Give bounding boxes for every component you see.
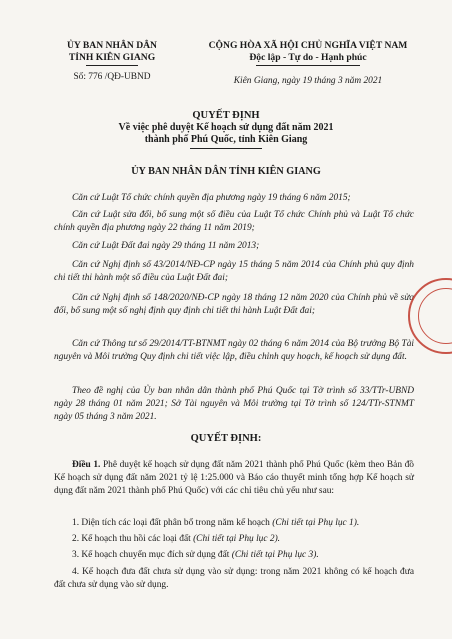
item-3-ref: (Chi tiết tại Phụ lục 3). xyxy=(231,550,319,560)
agency-name-line2: TỈNH KIÊN GIANG xyxy=(68,52,156,63)
item-3-main: 3. Kế hoạch chuyển mục đích sử dụng đất xyxy=(72,550,232,560)
official-seal xyxy=(408,278,452,354)
article-1-item-3 xyxy=(54,549,414,562)
place-date: Kiên Giang, ngày 19 tháng 3 năm 2021 xyxy=(233,76,383,86)
article-1-item-2 xyxy=(54,533,414,546)
seal-inner-ring xyxy=(418,288,452,344)
article-1 xyxy=(54,459,414,498)
national-motto: Độc lập - Tự do - Hạnh phúc xyxy=(249,52,367,63)
document-number: Số: 776 /QĐ-UBND xyxy=(73,72,151,82)
decision-heading: QUYẾT ĐỊNH: xyxy=(190,433,262,444)
legal-basis-3: Căn cứ Luật Đất đai ngày 29 tháng 11 năm 2013; xyxy=(72,241,260,251)
legal-basis-5: Căn cứ Nghị định số 148/2020/NĐ-CP ngày 18 tháng 12 năm 2020 của Chính phủ về sửa đổi, bổ sung một số nghị định quy định chi tiết thi hành Luật Đất đai; xyxy=(54,293,414,316)
legal-basis-1: Căn cứ Luật Tổ chức chính quyền địa phương ngày 19 tháng 6 năm 2015; xyxy=(72,193,351,203)
item-2-main: 2. Kế hoạch thu hồi các loại đất xyxy=(72,534,194,544)
article-1-item-1 xyxy=(54,517,414,530)
legal-basis-4: Căn cứ Nghị định số 43/2014/NĐ-CP ngày 15 tháng 5 năm 2014 của Chính phủ quy định chi tiết thi hành một số điều của Luật Đất đai; xyxy=(54,260,414,283)
decision-subject-line1: Về việc phê duyệt Kế hoạch sử dụng đất năm 2021 xyxy=(118,122,334,133)
article-1-item-4 xyxy=(54,566,414,592)
title-underline xyxy=(190,148,262,149)
item-2-ref: (Chi tiết tại Phụ lục 2). xyxy=(193,534,281,544)
agency-underline xyxy=(86,65,138,66)
issuing-authority: ỦY BAN NHÂN DÂN TỈNH KIÊN GIANG xyxy=(131,166,321,177)
article-1-text: Phê duyệt kế hoạch sử dụng đất năm 2021 thành phố Phú Quốc (kèm theo Bản đồ Kế hoạch sử dụng đất năm 2021 tỷ lệ 1:25.000 và Báo cáo thuyết minh tổng hợp Kế hoạch sử dụng đất năm 2021 thành phố Phú Quốc) với các chỉ tiêu chủ yếu như sau: xyxy=(54,460,414,496)
legal-basis-2: Căn cứ Luật sửa đổi, bổ sung một số điều của Luật Tổ chức Chính phủ và Luật Tổ chức chính quyền địa phương ngày 22 tháng 11 năm 2019; xyxy=(54,210,414,233)
agency-name-line1: ỦY BAN NHÂN DÂN xyxy=(67,40,157,51)
legal-basis-6: Căn cứ Thông tư số 29/2014/TT-BTNMT ngày 02 tháng 6 năm 2014 của Bộ trưởng Bộ Tài nguyên và Môi trường Quy định chi tiết việc lập, điều chỉnh quy hoạch, kế hoạch sử dụng đất. xyxy=(54,339,414,362)
legal-basis-7: Theo đề nghị của Ủy ban nhân dân thành phố Phú Quốc tại Tờ trình số 33/TTr-UBND ngày 28 tháng 01 năm 2021; Sở Tài nguyên và Môi trường tại Tờ trình số 124/TTr-STNMT ngày 05 tháng 3 năm 2021. xyxy=(54,386,414,422)
item-4-main: 4. Kế hoạch đưa đất chưa sử dụng vào sử dụng: trong năm 2021 không có kế hoạch đưa đất chưa sử dụng vào sử dụng. xyxy=(54,567,414,590)
decision-subject-line2: thành phố Phú Quốc, tỉnh Kiên Giang xyxy=(144,134,308,145)
decision-title: QUYẾT ĐỊNH xyxy=(192,110,260,121)
item-1-ref: (Chi tiết tại Phụ lục 1). xyxy=(272,518,360,528)
item-1-main: 1. Diện tích các loại đất phân bổ trong năm kế hoạch xyxy=(72,518,273,528)
national-title: CỘNG HÒA XÃ HỘI CHỦ NGHĨA VIỆT NAM xyxy=(208,40,408,51)
article-1-label: Điều 1. xyxy=(72,460,101,470)
motto-underline xyxy=(256,65,360,66)
